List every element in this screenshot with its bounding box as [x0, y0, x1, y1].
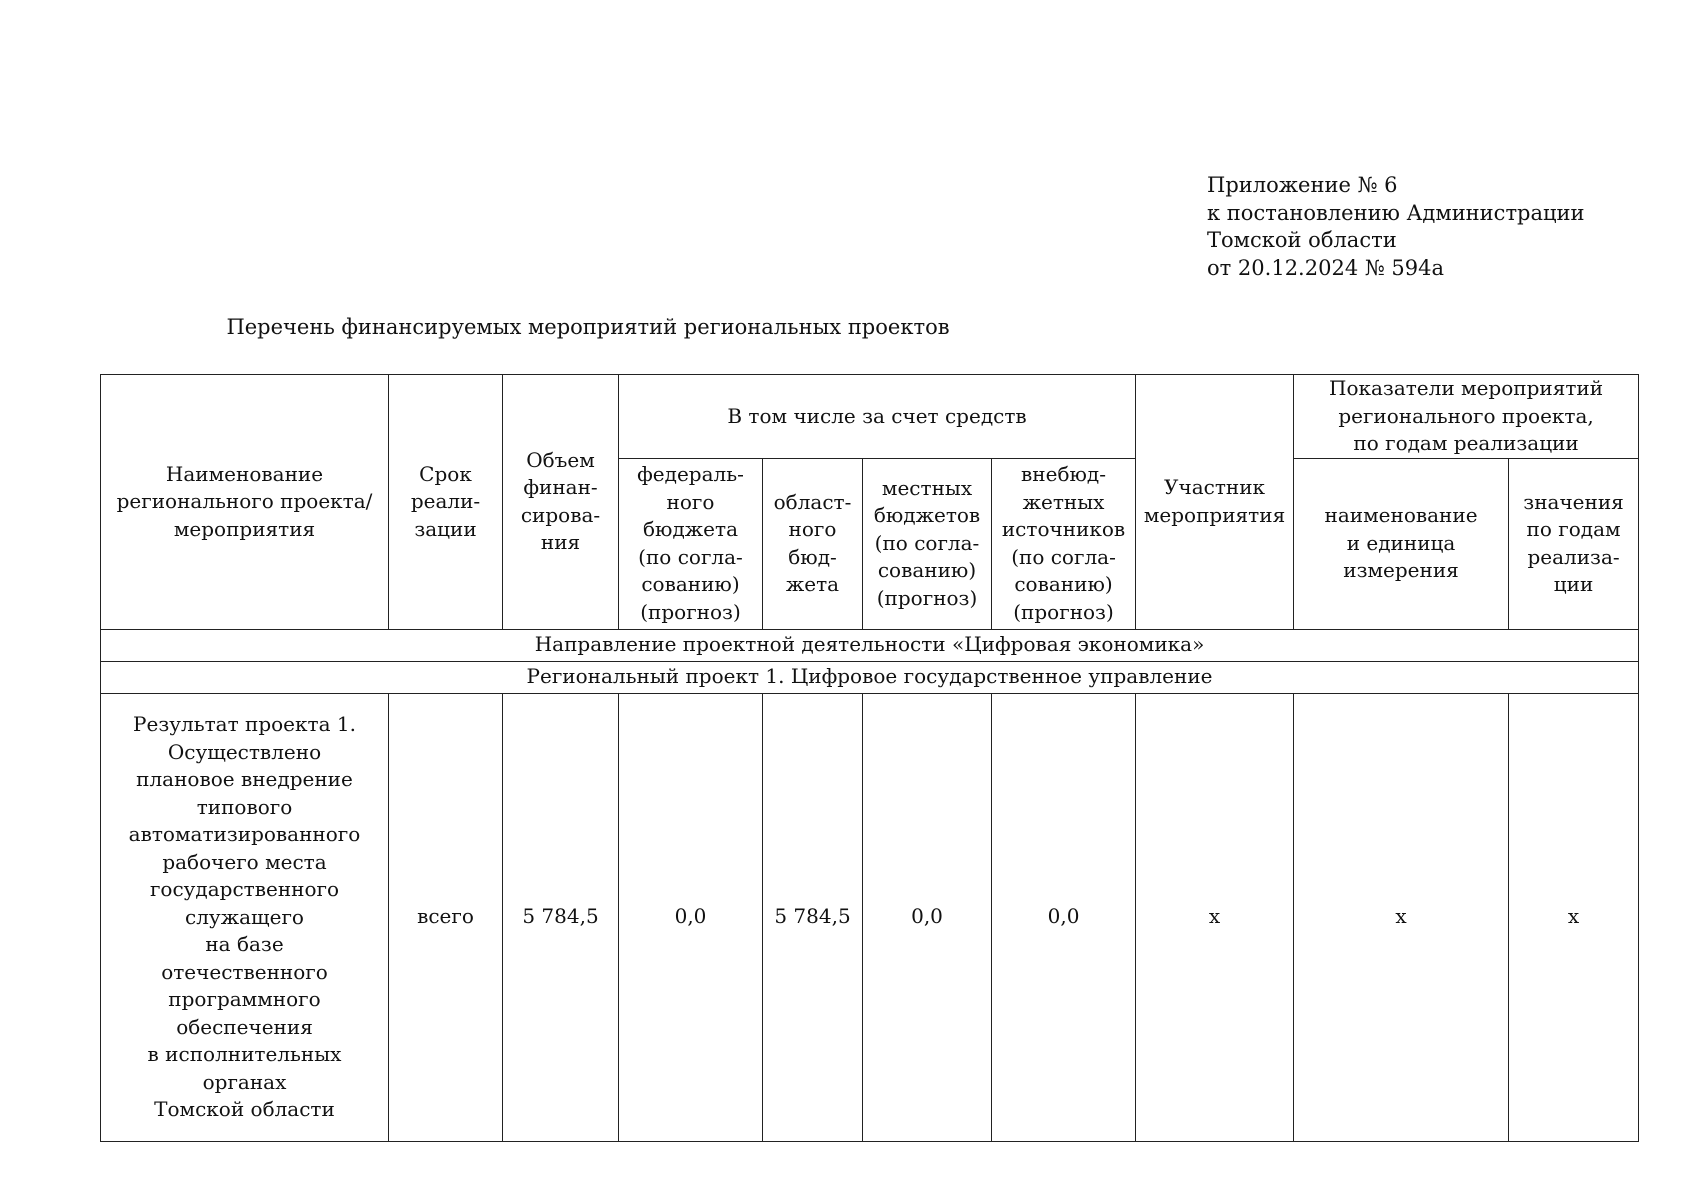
header-extrabudget: внебюд- жетных источников (по согла- сованию) (прогноз) — [992, 458, 1136, 629]
cell-local: 0,0 — [863, 693, 992, 1141]
header-federal: федераль- ного бюджета (по согла- сованию) (прогноз) — [619, 458, 763, 629]
direction-cell: Направление проектной деятельности «Цифровая экономика» — [101, 629, 1639, 661]
header-regional: област- ного бюд- жета — [763, 458, 863, 629]
appendix-line: от 20.12.2024 № 594а — [1207, 255, 1444, 280]
table-row — [101, 693, 1639, 1141]
appendix-line: к постановлению Администрации — [1207, 200, 1585, 225]
header-local: местных бюджетов (по согла- сованию) (прогноз) — [863, 458, 992, 629]
appendix-block — [1207, 172, 1585, 282]
header-term: Срок реали- зации — [389, 375, 503, 630]
cell-indicator-values: x — [1509, 693, 1639, 1141]
header-volume: Объем финан- сирова- ния — [503, 375, 619, 630]
header-row-top — [101, 375, 1639, 459]
header-name: Наименование регионального проекта/ мероприятия — [101, 375, 389, 630]
projects-table — [100, 374, 1639, 1142]
header-indicator-values: значения по годам реализа- ции — [1509, 458, 1639, 629]
cell-federal: 0,0 — [619, 693, 763, 1141]
appendix-line: Томской области — [1207, 228, 1397, 252]
appendix-line: Приложение № 6 — [1207, 173, 1398, 197]
cell-term: всего — [389, 693, 503, 1141]
project-cell: Региональный проект 1. Цифровое государственное управление — [101, 661, 1639, 693]
cell-volume: 5 784,5 — [503, 693, 619, 1141]
cell-regional: 5 784,5 — [763, 693, 863, 1141]
cell-extrabudget: 0,0 — [992, 693, 1136, 1141]
header-participant: Участник мероприятия — [1136, 375, 1294, 630]
header-indicators-group: Показатели мероприятий регионального проекта, по годам реализации — [1294, 375, 1639, 459]
direction-row — [101, 629, 1639, 661]
project-row — [101, 661, 1639, 693]
document-title: Перечень финансируемых мероприятий региональных проектов — [226, 315, 950, 339]
cell-name: Результат проекта 1. Осуществлено плановое внедрение типового автоматизированного рабочего места государственного служащего на базе отечественного программного обеспечения в исполнительных органах Томской области — [101, 693, 389, 1141]
cell-participant: x — [1136, 693, 1294, 1141]
cell-indicator-name: x — [1294, 693, 1509, 1141]
header-including-group: В том числе за счет средств — [619, 375, 1136, 459]
header-indicator-name: наименование и единица измерения — [1294, 458, 1509, 629]
